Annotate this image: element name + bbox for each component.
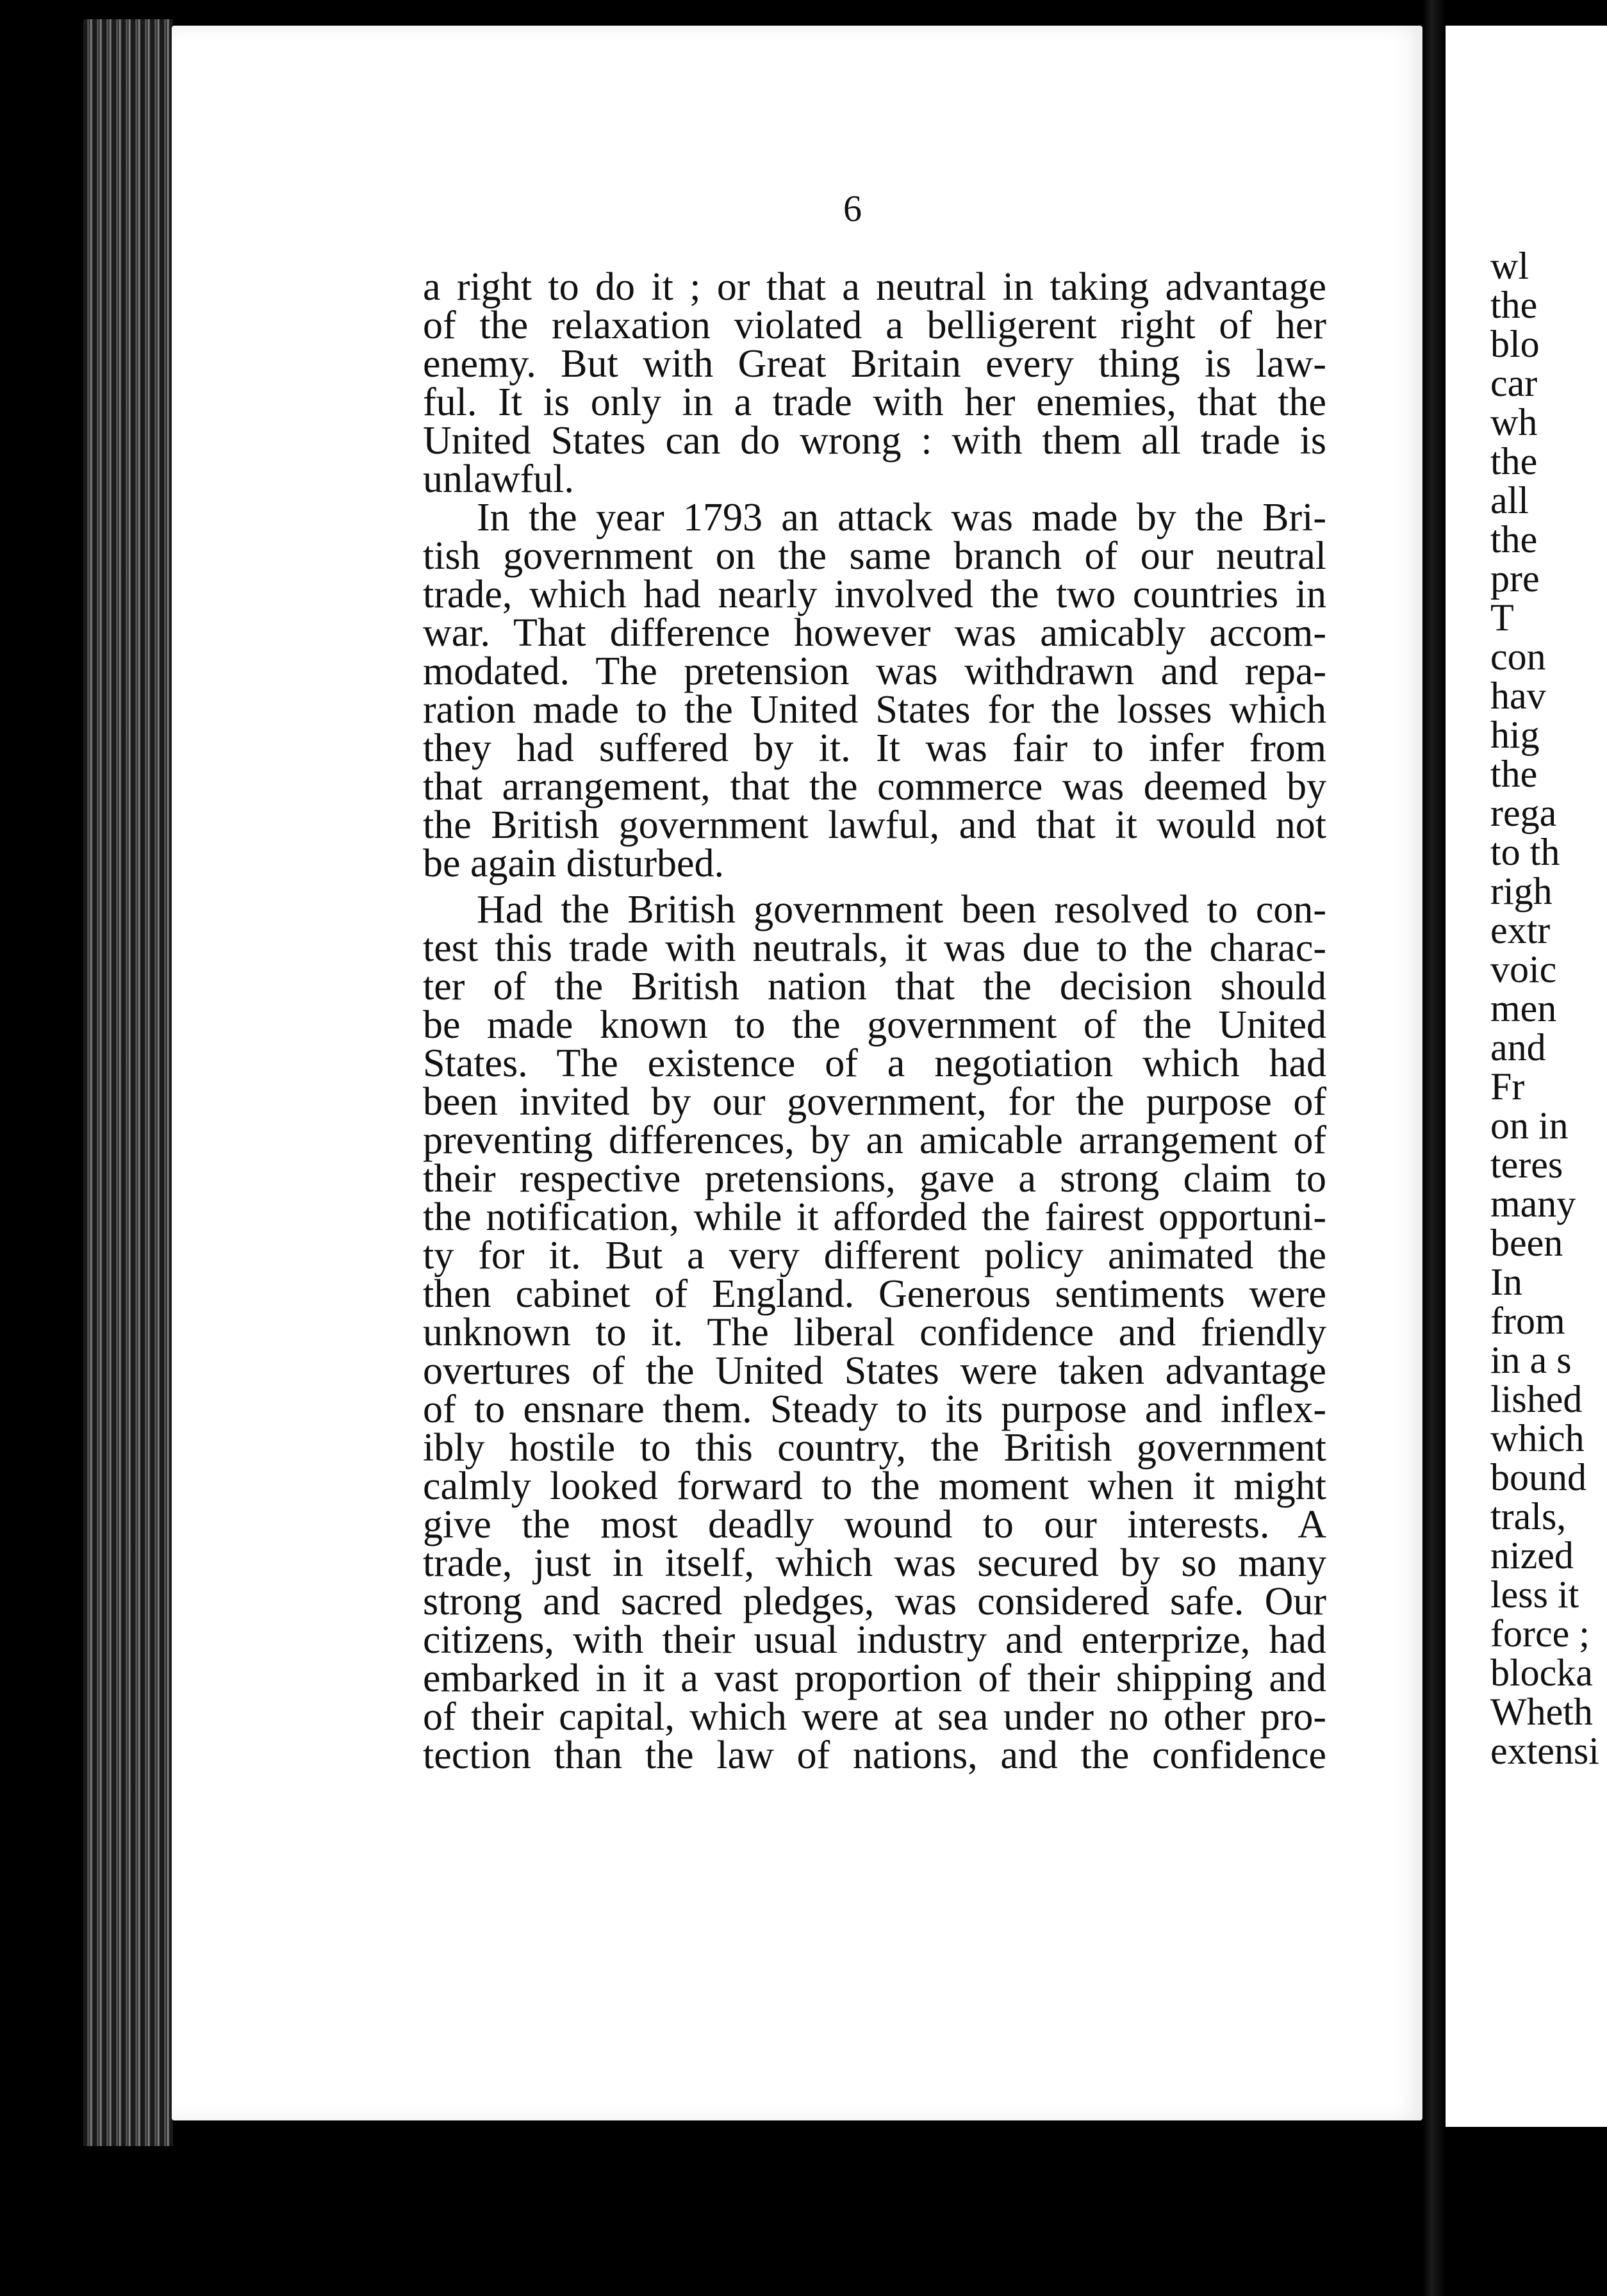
text-fragment: less it xyxy=(1490,1573,1579,1616)
text-fragment: extr xyxy=(1490,909,1551,951)
text-fragment: wh xyxy=(1490,401,1538,443)
text-line: United States can do wrong : with them all trade is xyxy=(423,419,1326,463)
right-page-text xyxy=(1490,247,1607,1771)
text-line: ibly hostile to this country, the British government xyxy=(423,1426,1326,1470)
text-fragment: all xyxy=(1490,479,1529,521)
text-fragment: hav xyxy=(1490,675,1546,717)
text-fragment: from xyxy=(1490,1300,1565,1342)
text-fragment: on in xyxy=(1490,1104,1569,1147)
text-line: strong and sacred pledges, was considered safe. Our xyxy=(423,1580,1326,1623)
text-line: the British government lawful, and that it would not xyxy=(423,803,1326,847)
text-line: embarked in it a vast proportion of their shipping and xyxy=(423,1657,1326,1700)
text-line: of their capital, which were at sea under no other pro- xyxy=(423,1695,1326,1739)
text-fragment: extensi xyxy=(1490,1730,1599,1772)
text-fragment: the xyxy=(1490,284,1538,326)
text-line: the notification, while it afforded the fairest opportuni- xyxy=(423,1195,1326,1239)
text-fragment: blocka xyxy=(1490,1652,1593,1694)
text-line: a right to do it ; or that a neutral in taking advantage xyxy=(423,265,1326,309)
text-fragment: to th xyxy=(1490,831,1560,873)
text-line: be again disturbed. xyxy=(423,842,725,885)
text-line: ty for it. But a very different policy animated the xyxy=(423,1234,1326,1277)
text-line: ration made to the United States for the losses which xyxy=(423,688,1326,732)
text-line: that arrangement, that the commerce was deemed by xyxy=(423,765,1326,808)
text-line: of the relaxation violated a belligerent right of her xyxy=(423,304,1326,347)
text-fragment: righ xyxy=(1490,870,1553,912)
text-fragment: con xyxy=(1490,636,1546,678)
text-fragment: voic xyxy=(1490,948,1557,990)
text-fragment: hig xyxy=(1490,714,1540,756)
text-fragment: pre xyxy=(1490,557,1540,600)
text-fragment: rega xyxy=(1490,792,1557,834)
text-line: unlawful. xyxy=(423,457,574,501)
text-fragment: nized xyxy=(1490,1534,1574,1577)
text-line: preventing differences, by an amicable arrangement of xyxy=(423,1119,1326,1162)
text-line: States. The existence of a negotiation which had xyxy=(423,1042,1326,1085)
text-line: unknown to it. The liberal confidence and friendly xyxy=(423,1311,1326,1354)
text-line: test this trade with neutrals, it was due to the charac- xyxy=(423,926,1326,970)
body-text xyxy=(423,265,1326,1777)
text-fragment: bound xyxy=(1490,1456,1586,1498)
text-line: they had suffered by it. It was fair to infer from xyxy=(423,726,1326,770)
text-line: be made known to the government of the United xyxy=(423,1003,1326,1047)
text-line: ful. It is only in a trade with her enemies, that the xyxy=(423,381,1326,424)
text-fragment: T xyxy=(1490,596,1514,639)
text-line: give the most deadly wound to our interests. A xyxy=(423,1503,1326,1546)
text-line: tish government on the same branch of our neutral xyxy=(423,534,1326,578)
text-line: ter of the British nation that the decision should xyxy=(423,965,1326,1008)
text-fragment: men xyxy=(1490,987,1557,1029)
text-fragment: the xyxy=(1490,518,1538,561)
text-fragment: the xyxy=(1490,753,1538,795)
text-line: trade, which had nearly involved the two countries in xyxy=(423,573,1326,616)
text-fragment: and xyxy=(1490,1026,1546,1069)
text-fragment: In xyxy=(1490,1261,1522,1303)
text-line: tection than the law of nations, and the confidence xyxy=(423,1734,1326,1777)
text-fragment: in a s xyxy=(1490,1339,1572,1381)
text-line: their respective pretensions, gave a strong claim to xyxy=(423,1157,1326,1201)
text-fragment: blo xyxy=(1490,323,1540,365)
text-fragment: force ; xyxy=(1490,1612,1590,1655)
paragraph-start-line: In the year 1793 an attack was made by the Bri- xyxy=(477,496,1326,539)
text-fragment: been xyxy=(1490,1222,1563,1264)
book-gutter xyxy=(1422,0,1446,2296)
text-fragment: wl xyxy=(1490,245,1529,287)
text-line: calmly looked forward to the moment when it might xyxy=(423,1464,1326,1508)
text-line: enemy. But with Great Britain every thing is law- xyxy=(423,342,1326,386)
text-fragment: the xyxy=(1490,440,1538,482)
text-fragment: Fr xyxy=(1490,1065,1525,1108)
text-line: trade, just in itself, which was secured by so many xyxy=(423,1541,1326,1585)
text-line: citizens, with their usual industry and enterprize, had xyxy=(423,1618,1326,1662)
text-fragment: which xyxy=(1490,1417,1585,1459)
text-fragment: Wheth xyxy=(1490,1691,1593,1733)
text-line: overtures of the United States were taken advantage xyxy=(423,1349,1326,1393)
text-fragment: many xyxy=(1490,1183,1576,1225)
text-fragment: lished xyxy=(1490,1378,1583,1420)
text-fragment: teres xyxy=(1490,1144,1563,1186)
text-fragment: car xyxy=(1490,362,1538,404)
text-line: been invited by our government, for the purpose of xyxy=(423,1080,1326,1124)
right-page xyxy=(1446,26,1607,2127)
text-line: war. That difference however was amicably accom- xyxy=(423,611,1326,655)
text-line: of to ensnare them. Steady to its purpose and inflex- xyxy=(423,1388,1326,1431)
text-fragment: trals, xyxy=(1490,1495,1567,1538)
page-edges xyxy=(83,19,173,2146)
paragraph-start-line: Had the British government been resolved to con- xyxy=(477,888,1326,931)
text-line: modated. The pretension was withdrawn and repa- xyxy=(423,650,1326,693)
page-number: 6 xyxy=(843,188,862,229)
text-line: then cabinet of England. Generous sentiments were xyxy=(423,1272,1326,1316)
